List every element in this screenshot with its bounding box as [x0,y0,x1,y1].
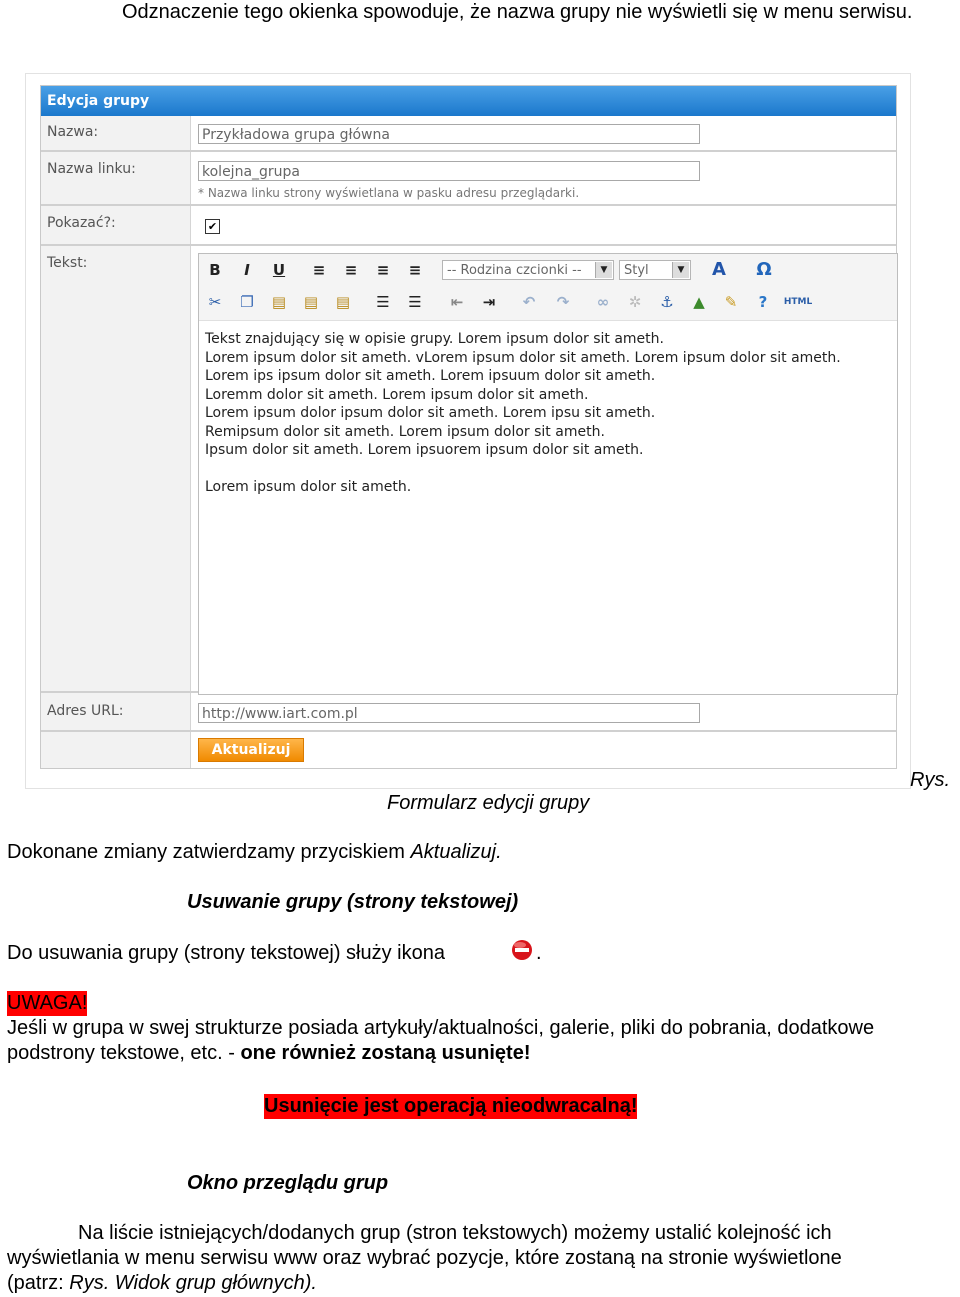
cleanup-icon[interactable]: ✎ [724,293,738,311]
warning-text: podstrony tekstowe, etc. - [7,1042,241,1064]
update-button[interactable]: Aktualizuj [198,738,304,762]
indent-icon[interactable]: ⇥ [482,293,496,311]
delete-icon [509,939,535,965]
overview-line-3 [7,1271,317,1296]
style-value: Styl [624,263,649,278]
paste-word-icon[interactable]: ▤ [335,293,351,311]
text-label: Tekst: [47,255,88,271]
unlink-icon[interactable]: ✲ [628,293,642,311]
show-label: Pokazać?: [47,215,116,231]
copy-icon[interactable]: ❐ [240,293,254,311]
overview-line-2: wyświetlania w menu serwisu www oraz wybrać pozycje, które zostaną na stronie wyświetlone [7,1247,842,1269]
bold-icon[interactable]: B [209,261,221,279]
overview-ref-open: (patrz: [7,1272,70,1294]
warning-line-1: Jeśli w grupa w swej strukturze posiada artykuły/aktualności, galerie, pliki do pobrania, dodatkowe [7,1017,875,1039]
irreversible-notice: Usunięcie jest operacją nieodwracalną! [264,1095,638,1117]
overview-line-1: Na liście istniejących/dodanych grup (stron tekstowych) możemy ustalić kolejność ich [78,1222,832,1244]
editor-line: Lorem ipsum dolor ipsum dolor sit ameth. Lorem ipsu sit ameth. [205,405,656,421]
confirm-text: Dokonane zmiany zatwierdzamy przyciskiem [7,841,411,863]
anchor-icon[interactable]: ⚓ [660,293,674,311]
name-label: Nazwa: [47,124,99,140]
style-select[interactable] [619,260,691,280]
bullet-list-icon[interactable]: ☰ [376,293,390,311]
align-justify-icon[interactable]: ≡ [408,261,422,279]
group-edit-form [40,85,897,769]
delete-paragraph-end: . [536,942,542,964]
rich-text-editor [198,253,898,695]
section-delete-title: Usuwanie grupy (strony tekstowej) [187,891,519,913]
redo-icon[interactable]: ↷ [556,293,570,311]
link-input[interactable]: kolejna_grupa [198,161,700,181]
section-overview-title: Okno przeglądu grup [187,1172,389,1194]
show-checkbox[interactable]: ✔ [205,219,220,234]
link-label: Nazwa linku: [47,161,136,177]
paste-icon[interactable]: ▤ [271,293,287,311]
italic-icon[interactable]: I [244,261,250,279]
editor-toolbar [199,254,897,321]
editor-line: Lorem ips ipsum dolor sit ameth. Lorem ipsuum dolor sit ameth. [205,368,656,384]
html-source-button[interactable]: HTML [783,297,813,307]
url-input[interactable]: http://www.iart.com.pl [198,703,700,723]
omega-icon[interactable]: Ω [756,259,772,280]
delete-paragraph: Do usuwania grupy (strony tekstowej) służy ikona [7,942,445,964]
row-divider [41,204,896,206]
align-left-icon[interactable]: ≡ [312,261,326,279]
form-header: Edycja grupy [41,86,896,116]
undo-icon[interactable]: ↶ [522,293,536,311]
editor-line: Ipsum dolor sit ameth. Lorem ipsuorem ipsum dolor sit ameth. [205,442,644,458]
warning-emphasis: one również zostaną usunięte! [240,1042,531,1064]
overview-figure-ref: Rys. Widok grup głównych). [69,1272,317,1294]
row-divider [41,244,896,246]
font-family-select[interactable] [442,260,614,280]
cut-icon[interactable]: ✂ [208,293,222,311]
confirm-paragraph [7,840,502,865]
url-label: Adres URL: [47,703,124,719]
font-family-value: -- Rodzina czcionki -- [447,263,582,278]
underline-icon[interactable]: U [272,261,286,279]
editor-line: Loremm dolor sit ameth. Lorem ipsum dolor sit ameth. [205,386,589,403]
warning-label: UWAGA! [7,992,88,1014]
editor-content[interactable] [205,330,841,496]
chevron-down-icon: ▼ [672,262,689,278]
paste-text-icon[interactable]: ▤ [303,293,319,311]
intro-paragraph: Odznaczenie tego okienka spowoduje, że nazwa grupy nie wyświetli się w menu serwisu. [122,1,913,23]
editor-line: Tekst znajdujący się w opisie grupy. Lorem ipsum dolor sit ameth. [205,331,664,347]
link-icon[interactable]: ∞ [596,293,610,311]
numbered-list-icon[interactable]: ☰ [408,293,422,311]
chevron-down-icon: ▼ [595,262,612,278]
confirm-button-ref: Aktualizuj. [410,841,502,863]
name-input[interactable]: Przykładowa grupa główna [198,124,700,144]
editor-line: Lorem ipsum dolor sit ameth. vLorem ipsum dolor sit ameth. Lorem ipsum dolor sit ameth. [205,349,841,366]
align-center-icon[interactable]: ≡ [344,261,358,279]
warning-line-2 [7,1041,530,1066]
link-hint: * Nazwa linku strony wyświetlana w pasku adresu przeglądarki. [198,186,580,200]
align-right-icon[interactable]: ≡ [376,261,390,279]
row-divider [41,730,896,732]
help-icon[interactable]: ? [758,293,768,311]
label-column [41,116,191,768]
outdent-icon[interactable]: ⇤ [450,293,464,311]
editor-line: Remipsum dolor sit ameth. Lorem ipsum dolor sit ameth. [205,423,605,440]
image-icon[interactable]: ▲ [693,293,705,311]
figure-caption: Formularz edycji grupy [387,792,590,814]
font-color-icon[interactable]: A [712,259,726,280]
caption-prefix: Rys. [910,769,950,791]
row-divider [41,150,896,152]
editor-line: Lorem ipsum dolor sit ameth. [205,478,412,495]
